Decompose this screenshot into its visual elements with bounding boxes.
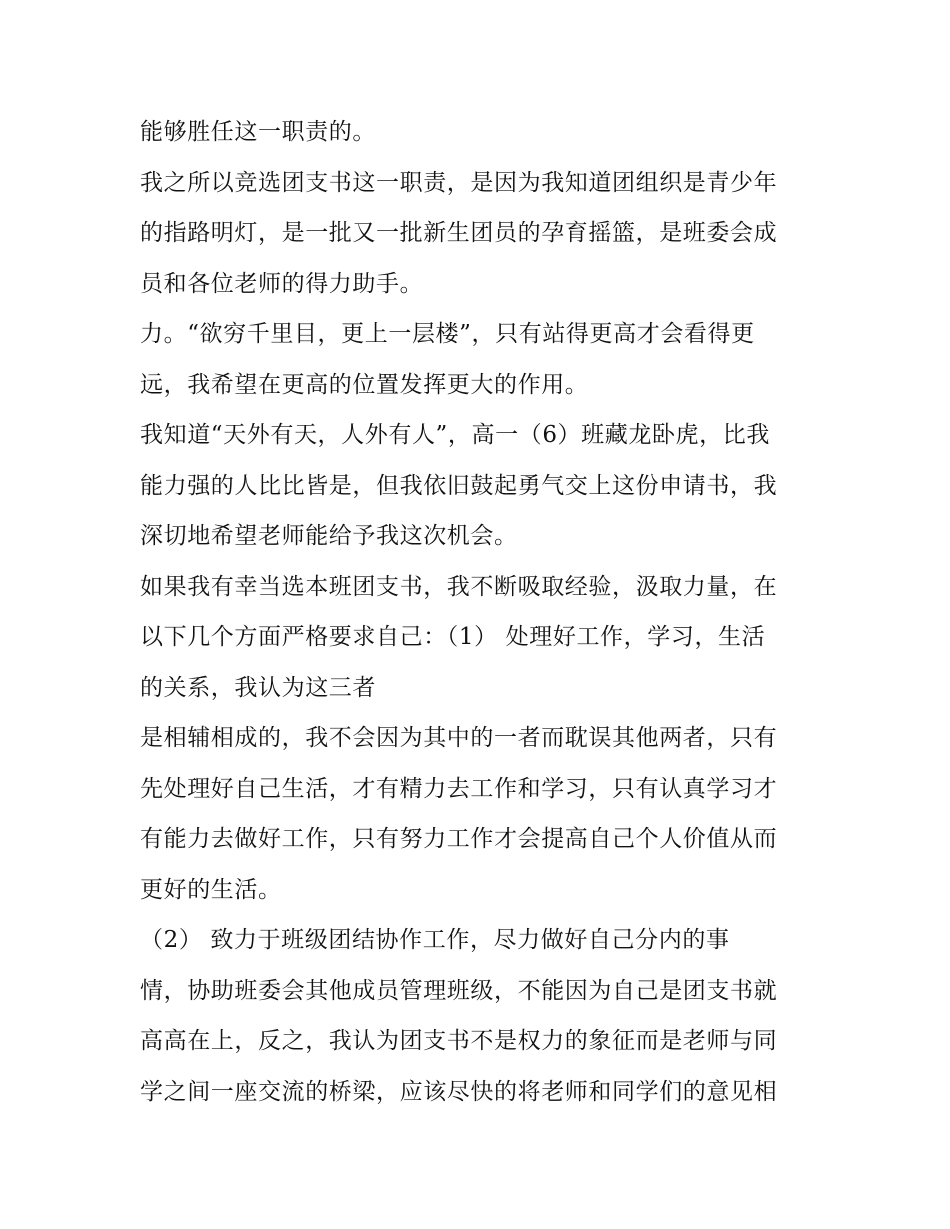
text-line: 高高在上，反之，我认为团支书不是权力的象征而是老师与同 bbox=[140, 1028, 778, 1054]
text-line: 我知道“天外有天，人外有人”，高一（6）班藏龙卧虎，比我 bbox=[140, 422, 770, 448]
text-line: 的关系，我认为这三者 bbox=[140, 674, 376, 701]
text-line: 我之所以竞选团支书这一职责，是因为我知道团组织是青少年 bbox=[140, 169, 778, 196]
text-line: 情，协助班委会其他成员管理班级，不能因为自己是团支书就 bbox=[140, 977, 778, 1004]
text-line: 的指路明灯，是一批又一批新生团员的孕育摇篮，是班委会成 bbox=[140, 220, 778, 246]
text-line: 以下几个方面严格要求自己：（1） 处理好工作，学习，生活 bbox=[140, 624, 766, 650]
text-line: 有能力去做好工作，只有努力工作才会提高自己个人价值从而 bbox=[140, 826, 778, 852]
text-line: 先处理好自己生活，才有精力去工作和学习，只有认真学习才 bbox=[140, 775, 778, 802]
text-line: 深切地希望老师能给予我这次机会。 bbox=[140, 523, 518, 549]
text-line: 能够胜任这一职责的。 bbox=[140, 119, 376, 145]
text-line: 更好的生活。 bbox=[140, 876, 282, 903]
text-line: 员和各位老师的得力助手。 bbox=[140, 270, 424, 297]
text-line: 能力强的人比比皆是，但我依旧鼓起勇气交上这份申请书，我 bbox=[140, 472, 778, 499]
document-body bbox=[140, 107, 820, 1117]
text-line: 如果我有幸当选本班团支书，我不断吸取经验，汲取力量，在 bbox=[140, 573, 778, 600]
text-line: 是相辅相成的，我不会因为其中的一者而耽误其他两者，只有 bbox=[140, 725, 778, 751]
text-line: 远，我希望在更高的位置发挥更大的作用。 bbox=[140, 371, 589, 398]
text-line: 力。“欲穷千里目，更上一层楼”，只有站得更高才会看得更 bbox=[140, 321, 755, 347]
text-line: （2） 致力于班级团结协作工作，尽力做好自己分内的事 bbox=[140, 927, 730, 953]
text-line: 学之间一座交流的桥梁，应该尽快的将老师和同学们的意见相 bbox=[140, 1078, 778, 1105]
